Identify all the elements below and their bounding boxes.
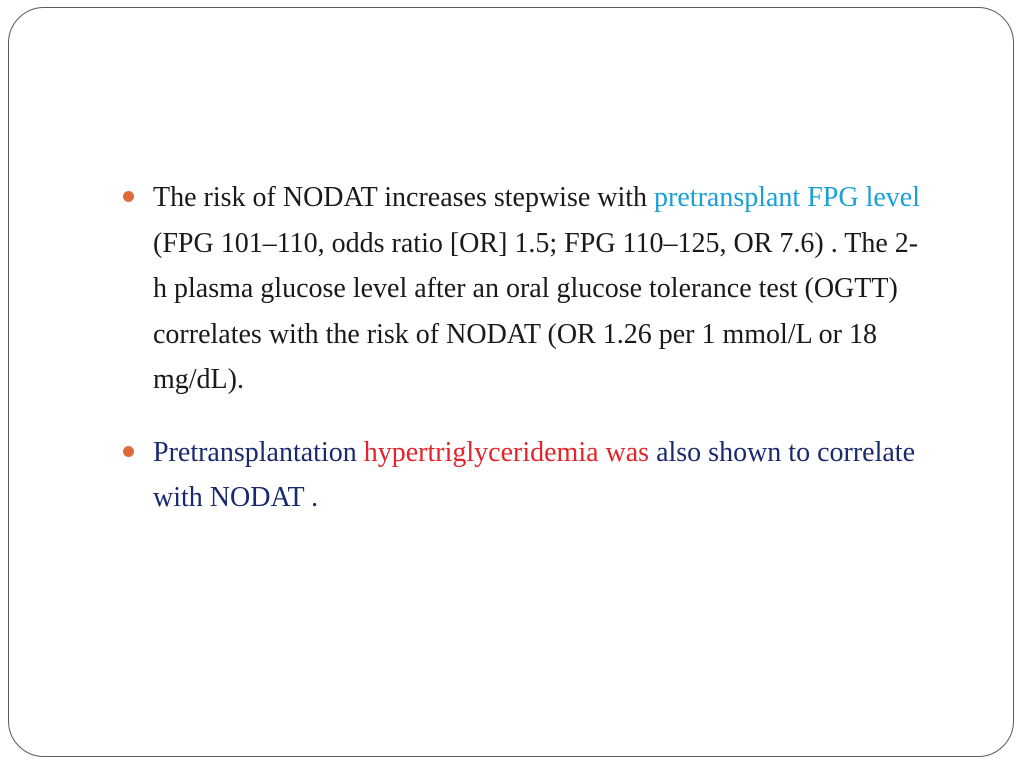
- bullet-dot-icon: [123, 191, 134, 202]
- bullet-dot-icon: [123, 446, 134, 457]
- slide-frame: [8, 7, 1014, 757]
- bullet-item-nodat-risk: [123, 175, 923, 403]
- bullet-text-highlight: pretransplant FPG level: [654, 182, 920, 213]
- bullet-item-hypertriglyceridemia: [123, 430, 923, 521]
- bullet-text-segment: (FPG 101–110, odds ratio [OR] 1.5; FPG 110–125, OR 7.6) . The 2-h plasma glucose level after an oral glucose tolerance test (OGTT) correlates with the risk of NODAT (OR 1.26 per 1 mmol/L or 18 mg/dL).: [153, 227, 919, 395]
- bullet-text-segment: also shown to correlate with NODAT .: [153, 436, 915, 513]
- bullet-text-segment: The risk of NODAT increases stepwise with: [153, 182, 655, 213]
- bullet-text-highlight: hypertriglyceridemia was: [363, 436, 650, 468]
- slide-body: [123, 175, 923, 521]
- bullet-text-segment: Pretransplantation: [153, 436, 364, 468]
